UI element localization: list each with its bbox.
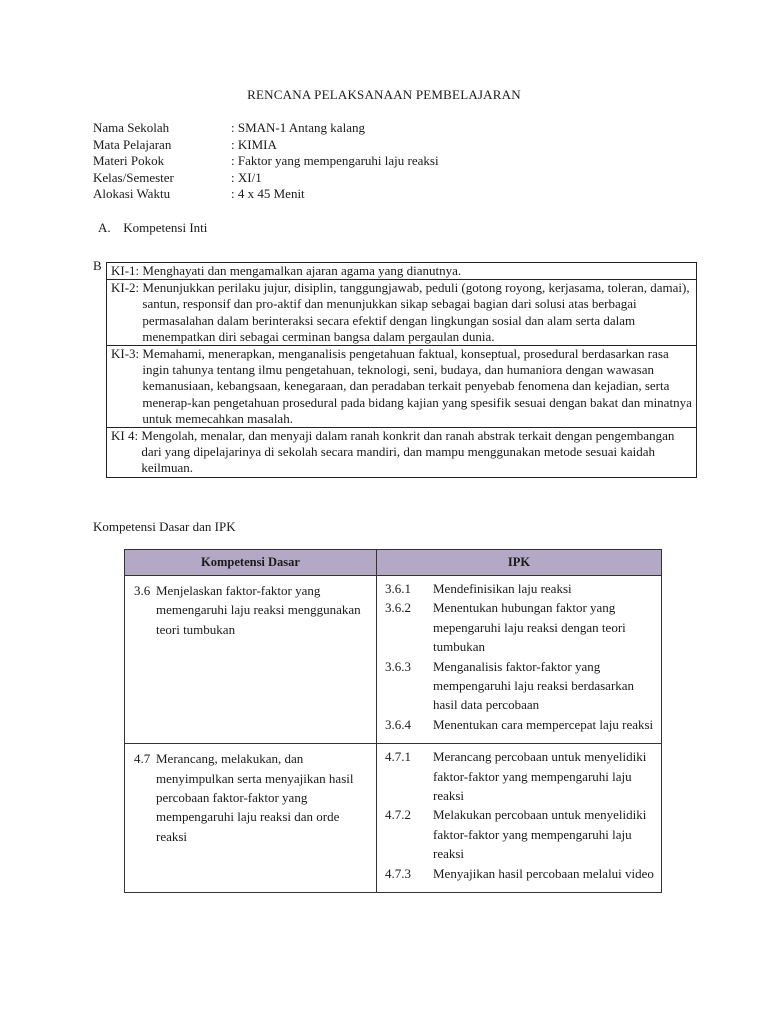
ipk-text: Menyajikan hasil percobaan melalui video (433, 865, 654, 881)
kd-section-title: Kompetensi Dasar dan IPK (93, 519, 236, 534)
ki-row (107, 428, 697, 478)
identity-row-school (93, 120, 439, 137)
ki-cell (107, 280, 697, 346)
ki-row (107, 263, 697, 280)
ipk-text: Merancang percobaan untuk menyelidiki faktor-faktor yang mempengaruhi laju reaksi (433, 749, 647, 804)
kd-row (125, 576, 662, 744)
identity-value: : SMAN-1 Antang kalang (231, 120, 365, 135)
ipk-number: 3.6.2 (385, 600, 411, 616)
ki-code: KI-1: (111, 263, 143, 278)
identity-label: Materi Pokok (93, 153, 165, 169)
section-a-heading (98, 220, 207, 236)
ki-text: Mengolah, menalar, dan menyaji dalam ranah konkrit dan ranah abstrak terkait dengan pengembangan dari yang dipelajarinya di sekolah secara mandiri, dan mampu menggunakan metode sesuai kaidah keilmuan. (141, 428, 675, 476)
ipk-text: Menganalisis faktor-faktor yang mempengaruhi laju reaksi berdasarkan hasil data percobaan (433, 658, 635, 713)
kd-text: Menjelaskan faktor-faktor yang memengaruhi laju reaksi menggunakan teori tumbukan (156, 583, 361, 637)
ki-row (107, 280, 697, 346)
ki-cell (107, 428, 697, 478)
identity-value: : KIMIA (231, 136, 277, 152)
kd-cell (125, 744, 377, 893)
identity-block (93, 120, 439, 203)
ipk-item (385, 715, 656, 734)
ipk-item (385, 805, 656, 863)
kd-header: Kompetensi Dasar (125, 550, 377, 576)
kd-row (125, 744, 662, 893)
ipk-text: Melakukan percobaan untuk menyelidiki faktor-faktor yang mempengaruhi laju reaksi (433, 807, 647, 862)
ipk-item (385, 598, 656, 656)
identity-label: Alokasi Waktu (93, 186, 171, 202)
kd-number: 4.7 (134, 751, 151, 767)
section-title: Kompetensi Inti (123, 220, 208, 235)
ipk-header: IPK (377, 550, 662, 576)
ki-code: KI-2: (111, 280, 143, 296)
ipk-text: Mendefinisikan laju reaksi (433, 581, 572, 596)
identity-value: : 4 x 45 Menit (231, 186, 305, 202)
kompetensi-inti-table (106, 262, 697, 478)
ipk-item (385, 864, 656, 883)
ipk-number: 4.7.1 (385, 749, 411, 765)
ipk-text: Menentukan hubungan faktor yang mepengaruhi laju reaksi dengan teori tumbukan (433, 600, 626, 655)
ipk-number: 4.7.3 (385, 865, 411, 881)
kd-cell (125, 576, 377, 744)
identity-label: Mata Pelajaran (93, 136, 172, 152)
ki-text: Menunjukkan perilaku jujur, disiplin, tanggungjawab, peduli (gotong royong, kerjasama, toleran, damai), santun, responsif dan pro-aktif dan menunjukkan sikap sebagai bagian dari solusi atas berbagai permasalahan dalam berinteraksi secara efektif dengan lingkungan sosial dan alam serta dalam menempatkan diri sebagai cerminan bangsa dalam pergaulan dunia. (142, 280, 690, 344)
identity-label: Nama Sekolah (93, 120, 170, 135)
ipk-number: 3.6.1 (385, 581, 411, 596)
identity-row-time (93, 186, 439, 203)
identity-label: Kelas/Semester (93, 169, 174, 185)
identity-value: : Faktor yang mempengaruhi laju reaksi (231, 153, 439, 169)
ki-cell (107, 346, 697, 428)
ipk-number: 3.6.4 (385, 716, 411, 732)
ipk-cell (377, 744, 662, 893)
ipk-number: 3.6.3 (385, 658, 411, 674)
ki-code: KI 4: (111, 428, 142, 444)
kd-ipk-table (124, 549, 662, 893)
ki-cell (107, 263, 697, 280)
ipk-cell (377, 576, 662, 744)
kd-header-row (125, 550, 662, 576)
ki-code: KI-3: (111, 346, 143, 362)
kd-text: Merancang, melakukan, dan menyimpulkan serta menyajikan hasil percobaan faktor-faktor yang mempengaruhi laju reaksi dan orde reaksi (156, 751, 354, 844)
ki-text: Menghayati dan mengamalkan ajaran agama yang dianutnya. (142, 263, 462, 278)
identity-row-topic (93, 153, 439, 170)
identity-row-class (93, 170, 439, 187)
section-number: A. (98, 220, 111, 235)
ipk-text: Menentukan cara mempercepat laju reaksi (433, 716, 654, 732)
ipk-item (385, 657, 656, 715)
ipk-number: 4.7.2 (385, 807, 411, 823)
document-title: RENCANA PELAKSANAAN PEMBELAJARAN (247, 87, 521, 102)
ipk-item (385, 747, 656, 805)
ki-row (107, 346, 697, 428)
identity-row-subject (93, 137, 439, 154)
ipk-item (385, 579, 656, 598)
identity-value: : XI/1 (231, 169, 262, 185)
kd-number: 3.6 (134, 583, 151, 598)
ki-text: Memahami, menerapkan, menganalisis pengetahuan faktual, konseptual, prosedural berdasarkan rasa ingin tahunya tentang ilmu pengetahuan, teknologi, seni, budaya, dan humaniora dengan wawasan kemanusiaan, kebangsaan, kenegaraan, dan peradaban terkait penyebab fenomena dan kejadian, serta menerap-kan pengetahuan prosedural pada bidang kajian yang spesifik sesuai dengan bakat dan minatnya untuk memecahkan masalah. (142, 346, 692, 426)
section-b-marker: B (93, 258, 102, 273)
